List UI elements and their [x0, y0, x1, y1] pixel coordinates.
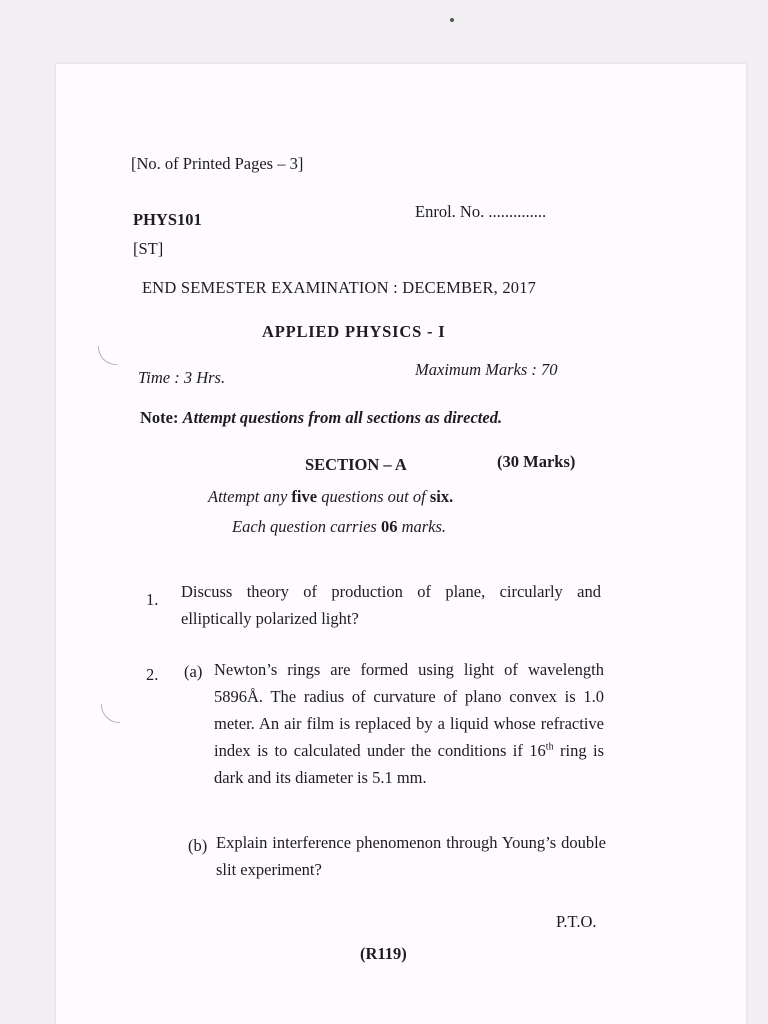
subquestion-text-part: ring is dark and its diameter is 5.1 mm.	[214, 741, 605, 787]
instruction-marks-value: 06	[380, 517, 398, 536]
scan-speck	[450, 18, 454, 22]
instruction-text: Each question carries	[232, 517, 377, 536]
subquestion-text	[214, 656, 604, 791]
question-number: 2.	[146, 665, 159, 684]
course-code: PHYS101	[133, 210, 202, 229]
instruction-text: questions out of	[321, 487, 426, 506]
punch-hole-mark	[98, 346, 117, 365]
section-instruction-marks	[232, 517, 446, 537]
subquestion-label: (a)	[184, 662, 203, 681]
ordinal-suffix: th	[545, 741, 554, 753]
section-instruction-choice	[208, 487, 453, 507]
printed-pages-note: [No. of Printed Pages – 3]	[131, 154, 304, 173]
paper-code: (R119)	[360, 944, 407, 963]
question-text: Discuss theory of production of plane, circularly and elliptically polarized light?	[181, 582, 601, 628]
punch-hole-mark	[101, 704, 120, 723]
exam-duration: Time : 3 Hrs.	[138, 368, 226, 387]
subquestion-text: Explain interference phenomenon through Young’s double slit experiment?	[216, 833, 606, 879]
subject-title: APPLIED PHYSICS - I	[262, 322, 446, 341]
note-text: Attempt questions from all sections as directed.	[182, 408, 503, 427]
section-marks: (30 Marks)	[497, 452, 576, 471]
instruction-count: five	[291, 487, 318, 506]
instruction-total: six.	[429, 487, 454, 506]
subquestion-text-part: Newton’s rings are formed using light of wavelength 5896Å. The radius of curvature of plano convex is 1.0 meter. An air film is replaced by a liquid whose refractive index is to calculated under the conditions if 16	[214, 660, 604, 760]
instruction-text: Attempt any	[208, 487, 288, 506]
question-number: 1.	[146, 590, 159, 609]
note-line	[140, 408, 502, 428]
exam-title: END SEMESTER EXAMINATION : DECEMBER, 2017	[142, 278, 537, 297]
enrolment-number-field: Enrol. No. ..............	[415, 202, 547, 221]
section-title: SECTION – A	[305, 455, 407, 474]
note-label: Note:	[140, 408, 179, 427]
instruction-text: marks.	[401, 517, 447, 536]
please-turn-over: P.T.O.	[556, 912, 597, 931]
maximum-marks: Maximum Marks : 70	[415, 360, 558, 379]
stream-code: [ST]	[133, 239, 164, 258]
subquestion-label: (b)	[188, 836, 208, 855]
